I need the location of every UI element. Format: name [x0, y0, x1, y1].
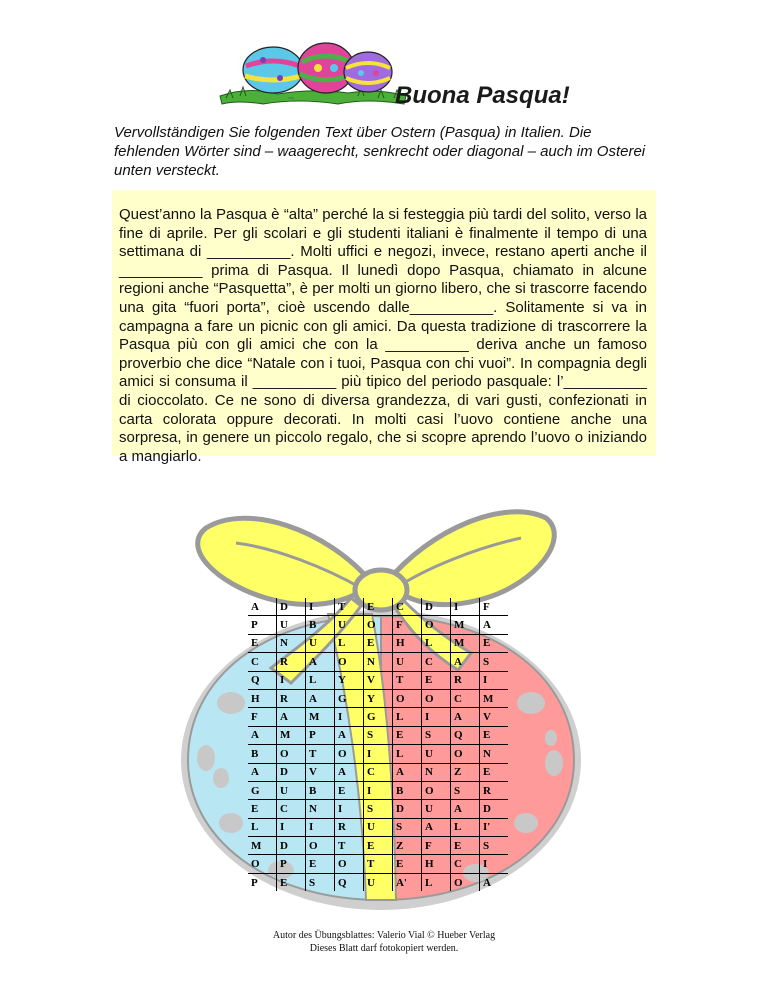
- grid-row: [248, 616, 508, 634]
- grid-row: [248, 763, 508, 781]
- grid-cell: I: [450, 598, 479, 616]
- grid-cell: S: [421, 726, 450, 744]
- grid-cell: A: [334, 763, 363, 781]
- grid-cell: H: [392, 634, 421, 652]
- grid-cell: M: [248, 837, 276, 855]
- grid-cell: B: [392, 781, 421, 799]
- grid-cell: E: [479, 726, 508, 744]
- grid-cell: A: [305, 689, 334, 707]
- grid-cell: D: [276, 763, 305, 781]
- grid-cell: T: [392, 671, 421, 689]
- grid-cell: Z: [450, 763, 479, 781]
- grid-cell: G: [248, 781, 276, 799]
- grid-cell: O: [334, 855, 363, 873]
- footer: [0, 929, 768, 955]
- grid-row: [248, 818, 508, 836]
- grid-cell: A: [392, 763, 421, 781]
- grid-cell: I: [334, 708, 363, 726]
- grid-cell: O: [363, 616, 392, 634]
- grid-cell: A: [450, 708, 479, 726]
- grid-cell: O: [450, 745, 479, 763]
- grid-row: [248, 837, 508, 855]
- grid-cell: E: [450, 837, 479, 855]
- grid-cell: D: [421, 598, 450, 616]
- grid-cell: O: [392, 689, 421, 707]
- grid-cell: U: [363, 818, 392, 836]
- grid-cell: I: [363, 781, 392, 799]
- grid-cell: I: [479, 671, 508, 689]
- cloze-text: Quest’anno la Pasqua è “alta” perché la si festeggia più tardi del solito, verso la fine di aprile. Per gli scolari e gli studenti italiani è finalmente il tempo di una settimana di __________. Molti uffici e negozi, invece, restano aperti anche il __________ prima di Pasqua. Il lunedì dopo Pasqua, chiamato in alcune regioni anche “Pasquetta”, è per molti un giorno libero, che si trascorre facendo una gita “fuori porta”, cioè uscendo dalle__________. Solitamente si va in campagna a fare un picnic con gli amici. Da questa tradizione di trascorrere la Pasqua più con gli amici che con la __________ deriva anche un famoso proverbio che dice “Natale con i tuoi, Pasqua con chi vuoi”. In compagnia degli amici si consuma il __________ più tipico del periodo pasquale: l’__________ di cioccolato. Ce ne sono di diversa grandezza, di vari gusti, confezionati in carta colorata oppure decorati. In molti casi l’uovo contiene anche una sorpresa, in genere un piccolo regalo, che si scopre aprendo l’uovo o iniziando a mangiarlo.: [119, 206, 647, 465]
- grid-cell: I: [305, 818, 334, 836]
- grid-cell: Y: [363, 689, 392, 707]
- grid-cell: S: [392, 818, 421, 836]
- grid-cell: L: [334, 634, 363, 652]
- grid-cell: T: [334, 598, 363, 616]
- grid-cell: E: [479, 634, 508, 652]
- grid-cell: P: [305, 726, 334, 744]
- grid-cell: L: [392, 745, 421, 763]
- grid-cell: E: [248, 800, 276, 818]
- grid-cell: R: [276, 689, 305, 707]
- grid-cell: P: [248, 873, 276, 891]
- grid-cell: E: [276, 873, 305, 891]
- grid-cell: C: [392, 598, 421, 616]
- grid-cell: E: [334, 781, 363, 799]
- grid-cell: I: [276, 671, 305, 689]
- grid-cell: L: [248, 818, 276, 836]
- grid-cell: F: [479, 598, 508, 616]
- grid-cell: B: [305, 616, 334, 634]
- grid-cell: A: [248, 763, 276, 781]
- grid-cell: H: [421, 855, 450, 873]
- grid-cell: M: [450, 634, 479, 652]
- grid-row: [248, 598, 508, 616]
- grid-cell: U: [421, 800, 450, 818]
- grid-row: [248, 708, 508, 726]
- grid-cell: S: [363, 800, 392, 818]
- grid-cell: E: [363, 598, 392, 616]
- grid-cell: R: [276, 653, 305, 671]
- footer-author: Autor des Übungsblattes: Valerio Vial © Hueber Verlag: [272, 930, 496, 941]
- grid-cell: I: [479, 855, 508, 873]
- grid-cell: D: [276, 837, 305, 855]
- grid-cell: L: [421, 634, 450, 652]
- grid-cell: U: [276, 781, 305, 799]
- grid-row: [248, 671, 508, 689]
- grid-cell: Y: [334, 671, 363, 689]
- grid-row: [248, 634, 508, 652]
- grid-cell: S: [363, 726, 392, 744]
- grid-row: [248, 800, 508, 818]
- grid-cell: Z: [392, 837, 421, 855]
- grid-cell: A: [479, 616, 508, 634]
- grid-cell: D: [479, 800, 508, 818]
- grid-cell: O: [334, 653, 363, 671]
- grid-cell: V: [305, 763, 334, 781]
- grid-cell: R: [334, 818, 363, 836]
- grid-cell: A: [248, 726, 276, 744]
- grid-cell: P: [276, 855, 305, 873]
- grid-cell: R: [450, 671, 479, 689]
- grid-cell: E: [305, 855, 334, 873]
- grid-cell: C: [450, 855, 479, 873]
- grid-cell: A: [421, 818, 450, 836]
- grid-cell: A: [305, 653, 334, 671]
- grid-cell: O: [248, 855, 276, 873]
- grid-cell: A: [450, 800, 479, 818]
- grid-cell: I: [421, 708, 450, 726]
- grid-cell: F: [392, 616, 421, 634]
- grid-cell: E: [392, 726, 421, 744]
- grid-cell: N: [479, 745, 508, 763]
- grid-cell: C: [421, 653, 450, 671]
- grid-cell: E: [421, 671, 450, 689]
- grid-cell: E: [363, 634, 392, 652]
- grid-row: [248, 653, 508, 671]
- footer-copy-note: Dieses Blatt darf fotokopiert werden.: [309, 943, 459, 954]
- grid-cell: O: [276, 745, 305, 763]
- grid-cell: S: [450, 781, 479, 799]
- grid-cell: T: [334, 837, 363, 855]
- page-title: Buona Pasqua!: [395, 82, 570, 109]
- grid-cell: A: [334, 726, 363, 744]
- grid-cell: F: [248, 708, 276, 726]
- grid-cell: I': [479, 818, 508, 836]
- grid-cell: E: [479, 763, 508, 781]
- grid-cell: I: [363, 745, 392, 763]
- grid-row: [248, 781, 508, 799]
- grid-cell: P: [248, 616, 276, 634]
- grid-cell: Q: [334, 873, 363, 891]
- grid-cell: I: [334, 800, 363, 818]
- word-search-grid: [248, 598, 508, 891]
- grid-cell: U: [363, 873, 392, 891]
- grid-cell: E: [248, 634, 276, 652]
- grid-cell: Q: [450, 726, 479, 744]
- grid-cell: U: [305, 634, 334, 652]
- grid-cell: U: [334, 616, 363, 634]
- grid-row: [248, 745, 508, 763]
- grid-cell: C: [276, 800, 305, 818]
- grid-cell: O: [305, 837, 334, 855]
- grid-cell: D: [276, 598, 305, 616]
- grid-cell: S: [479, 653, 508, 671]
- grid-cell: U: [392, 653, 421, 671]
- instructions: Vervollständigen Sie folgenden Text über Ostern (Pasqua) in Italien. Die fehlenden Wörter sind – waagerecht, senkrecht oder diagonal – auch im Osterei unten versteckt.: [114, 124, 646, 179]
- grid-cell: N: [421, 763, 450, 781]
- grid-cell: L: [421, 873, 450, 891]
- grid-cell: A': [392, 873, 421, 891]
- grid-cell: O: [421, 781, 450, 799]
- grid-cell: N: [363, 653, 392, 671]
- grid-row: [248, 855, 508, 873]
- grid-cell: U: [276, 616, 305, 634]
- grid-cell: V: [479, 708, 508, 726]
- grid-cell: C: [363, 763, 392, 781]
- grid-cell: F: [421, 837, 450, 855]
- grid-cell: A: [450, 653, 479, 671]
- grid-cell: L: [450, 818, 479, 836]
- grid-cell: D: [392, 800, 421, 818]
- grid-cell: S: [305, 873, 334, 891]
- grid-cell: C: [248, 653, 276, 671]
- grid-cell: I: [276, 818, 305, 836]
- grid-cell: G: [334, 689, 363, 707]
- grid-cell: B: [248, 745, 276, 763]
- grid-cell: H: [248, 689, 276, 707]
- grid-cell: E: [363, 837, 392, 855]
- grid-cell: G: [363, 708, 392, 726]
- svg-text:~~: ~~: [288, 96, 294, 102]
- grid-cell: A: [248, 598, 276, 616]
- grid-cell: O: [334, 745, 363, 763]
- grid-cell: M: [276, 726, 305, 744]
- grid-cell: L: [392, 708, 421, 726]
- grid-cell: Q: [248, 671, 276, 689]
- grid-cell: U: [421, 745, 450, 763]
- grid-cell: I: [305, 598, 334, 616]
- grid-cell: C: [450, 689, 479, 707]
- grid-cell: A: [479, 873, 508, 891]
- easter-eggs-illustration: [218, 38, 408, 108]
- grid-cell: R: [479, 781, 508, 799]
- grid-cell: L: [305, 671, 334, 689]
- grid-cell: M: [479, 689, 508, 707]
- grid-cell: T: [363, 855, 392, 873]
- grid-cell: S: [479, 837, 508, 855]
- grid-row: [248, 726, 508, 744]
- grid-cell: M: [305, 708, 334, 726]
- grid-cell: N: [276, 634, 305, 652]
- grid-cell: O: [421, 616, 450, 634]
- grid-cell: N: [305, 800, 334, 818]
- grid-cell: T: [305, 745, 334, 763]
- grid-cell: M: [450, 616, 479, 634]
- grid-cell: V: [363, 671, 392, 689]
- grid-cell: B: [305, 781, 334, 799]
- grid-cell: A: [276, 708, 305, 726]
- grid-cell: O: [450, 873, 479, 891]
- grid-cell: E: [392, 855, 421, 873]
- grid-row: [248, 689, 508, 707]
- grid-cell: O: [421, 689, 450, 707]
- grid-row: [248, 873, 508, 891]
